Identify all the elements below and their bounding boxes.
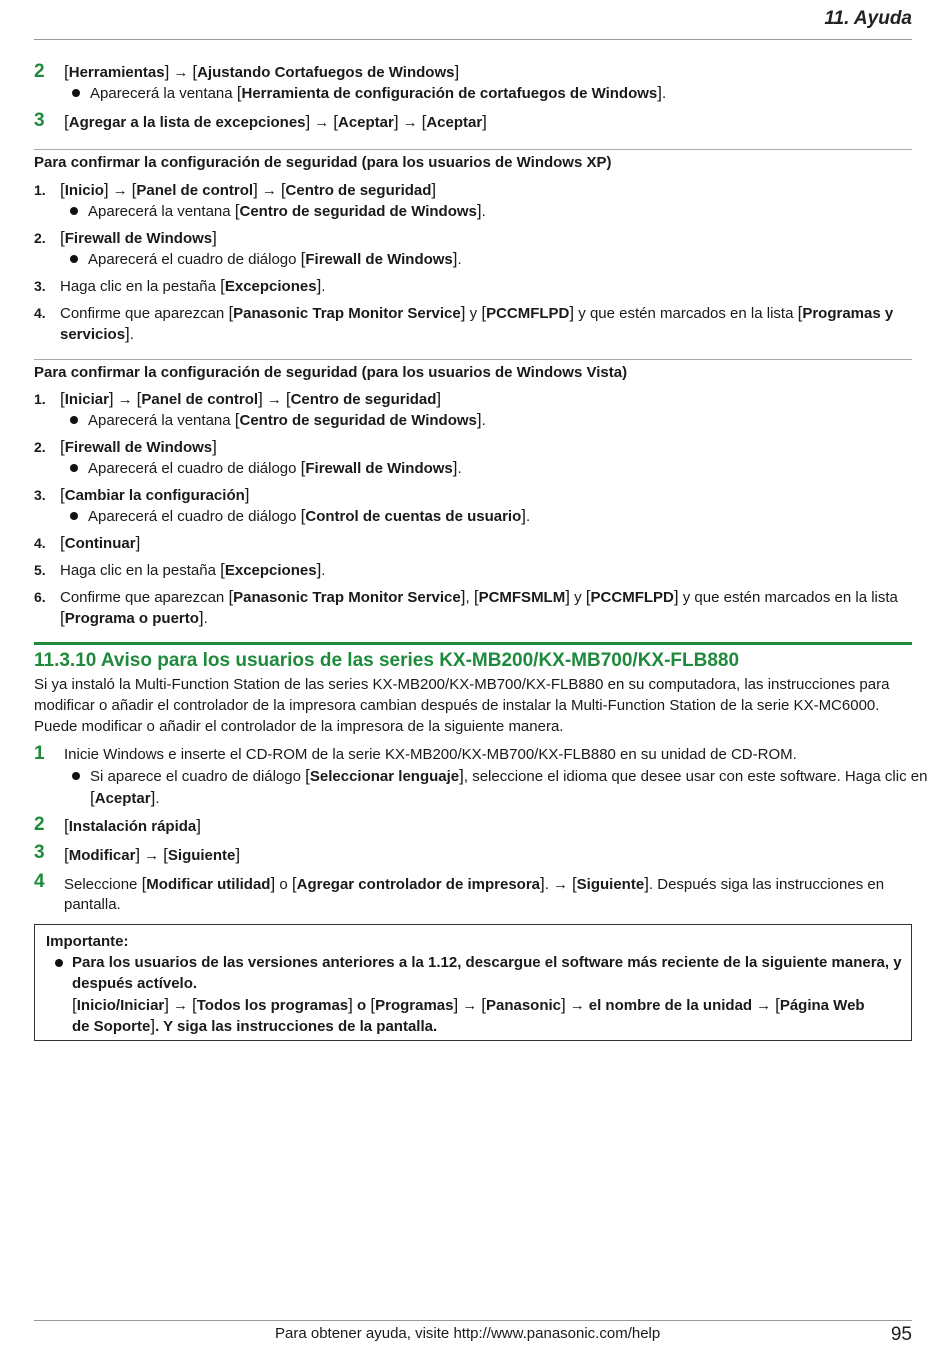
bullet-icon	[70, 512, 78, 520]
vista-item-4: [Continuar]	[60, 533, 141, 552]
footer-rule	[34, 1320, 912, 1321]
vista-item-5: Haga clic en la pestaña [Excepciones].	[60, 560, 326, 579]
sec-step-1-bullet-cont: [Aceptar].	[90, 788, 160, 807]
xp-item-3: Haga clic en la pestaña [Excepciones].	[60, 276, 326, 295]
step-number: 3	[34, 842, 45, 863]
arrow-icon: →	[112, 182, 128, 199]
arrow-icon: →	[569, 997, 585, 1014]
important-line-2: después actívelo.	[72, 975, 198, 992]
step-number: 2	[34, 814, 45, 835]
important-label: Importante:	[46, 933, 129, 950]
vista-item-1-bullet: Aparecerá la ventana [Centro de seguridad de Windows].	[88, 410, 486, 429]
vista-item-1: [Iniciar] → [Panel de control] → [Centro de seguridad]	[60, 389, 442, 408]
bullet-icon	[70, 416, 78, 424]
arrow-icon: →	[314, 114, 330, 131]
sec-step-3: [Modificar] → [Siguiente]	[64, 845, 241, 864]
list-number: 6.	[34, 589, 46, 605]
vista-item-6: Confirme que aparezcan [Panasonic Trap Monitor Service], [PCMFSMLM] y [PCCMFLPD] y que estén marcados en la lista	[60, 587, 898, 606]
vista-item-3: [Cambiar la configuración]	[60, 485, 250, 504]
sec-step-2: [Instalación rápida]	[64, 816, 202, 835]
vista-item-6-cont: [Programa o puerto].	[60, 608, 208, 627]
arrow-icon: →	[266, 391, 282, 408]
list-number: 4.	[34, 535, 46, 551]
arrow-icon: →	[144, 847, 160, 864]
sec-step-1: Inicie Windows e inserte el CD-ROM de la serie KX-MB200/KX-MB700/KX-FLB880 en su unidad de CD-ROM.	[64, 746, 797, 763]
section-rule	[34, 149, 912, 150]
section-title: 11.3.10 Aviso para los usuarios de las series KX-MB200/KX-MB700/KX-FLB880	[34, 650, 740, 671]
xp-item-4-cont: servicios].	[60, 324, 134, 343]
intro-line-3: Puede modificar o añadir el controlador de la impresora de la siguiente manera.	[34, 718, 564, 735]
sec-step-4: Seleccione [Modificar utilidad] o [Agregar controlador de impresora]. → [Siguiente]. Después siga las instrucciones en	[64, 874, 885, 893]
page-number: 95	[890, 1324, 912, 1345]
section-rule	[34, 359, 912, 360]
footer-help-text: Para obtener ayuda, visite http://www.panasonic.com/help	[275, 1325, 661, 1342]
step-number: 3	[34, 110, 45, 131]
step-2-bullet: Aparecerá la ventana [Herramienta de configuración de cortafuegos de Windows].	[90, 83, 667, 102]
arrow-icon: →	[552, 876, 568, 893]
vista-item-3-bullet: Aparecerá el cuadro de diálogo [Control de cuentas de usuario].	[88, 506, 531, 525]
arrow-icon: →	[173, 997, 188, 1014]
vista-heading: Para confirmar la configuración de seguridad (para los usuarios de Windows Vista)	[34, 364, 628, 381]
vista-item-2: [Firewall de Windows]	[60, 437, 217, 456]
sec-step-4-cont: pantalla.	[64, 896, 121, 913]
bullet-icon	[70, 207, 78, 215]
arrow-icon: →	[756, 997, 772, 1014]
xp-item-1-bullet: Aparecerá la ventana [Centro de seguridad de Windows].	[88, 201, 486, 220]
arrow-icon: →	[117, 391, 133, 408]
bullet-icon	[72, 89, 80, 97]
important-line-3: [Inicio/Iniciar] → [Todos los programas] o [Programas] → [Panasonic] → el nombre de la unidad → [Página Web	[72, 995, 865, 1014]
list-number: 3.	[34, 487, 46, 503]
section-title-rule	[34, 642, 912, 645]
list-number: 4.	[34, 305, 46, 321]
bullet-icon	[55, 959, 63, 967]
xp-item-2: [Firewall de Windows]	[60, 228, 217, 247]
list-number: 1.	[34, 182, 46, 198]
sec-step-1-bullet: Si aparece el cuadro de diálogo [Seleccionar lenguaje], seleccione el idioma que desee usar con este software. Haga clic en	[90, 766, 928, 785]
list-number: 2.	[34, 439, 46, 455]
xp-item-1: [Inicio] → [Panel de control] → [Centro de seguridad]	[60, 180, 437, 199]
bullet-icon	[70, 464, 78, 472]
vista-item-2-bullet: Aparecerá el cuadro de diálogo [Firewall de Windows].	[88, 458, 462, 477]
list-number: 3.	[34, 278, 46, 294]
chapter-title: 11. Ayuda	[824, 8, 912, 29]
list-number: 2.	[34, 230, 46, 246]
bullet-icon	[70, 255, 78, 263]
intro-line-2: modificar o añadir el controlador de la impresora cambian después de instalar la Multi-Function Station de la serie KX-MC6000.	[34, 697, 880, 714]
xp-heading: Para confirmar la configuración de seguridad (para los usuarios de Windows XP)	[34, 154, 612, 171]
header-rule	[34, 39, 912, 40]
important-line-1: Para los usuarios de las versiones anteriores a la 1.12, descargue el software más reciente de la siguiente manera, y	[72, 954, 902, 971]
xp-item-2-bullet: Aparecerá el cuadro de diálogo [Firewall de Windows].	[88, 249, 462, 268]
intro-line-1: Si ya instaló la Multi-Function Station de las series KX-MB200/KX-MB700/KX-FLB880 en su computadora, las instrucciones para	[34, 676, 890, 693]
step-number: 1	[34, 743, 45, 764]
xp-item-4: Confirme que aparezcan [Panasonic Trap Monitor Service] y [PCCMFLPD] y que estén marcados en la lista [Programas y	[60, 303, 894, 322]
bullet-icon	[72, 772, 80, 780]
list-number: 5.	[34, 562, 46, 578]
step-number: 2	[34, 61, 45, 82]
arrow-icon: →	[261, 182, 277, 199]
list-number: 1.	[34, 391, 46, 407]
important-line-4: de Soporte]. Y siga las instrucciones de la pantalla.	[72, 1016, 438, 1035]
arrow-icon: →	[173, 64, 189, 81]
step-3-line: [Agregar a la lista de excepciones] → [Aceptar] → [Aceptar]	[64, 112, 487, 131]
step-number: 4	[34, 871, 45, 892]
arrow-icon: →	[402, 114, 418, 131]
step-2-line: [Herramientas] → [Ajustando Cortafuegos de Windows]	[64, 62, 460, 81]
arrow-icon: →	[462, 997, 478, 1014]
